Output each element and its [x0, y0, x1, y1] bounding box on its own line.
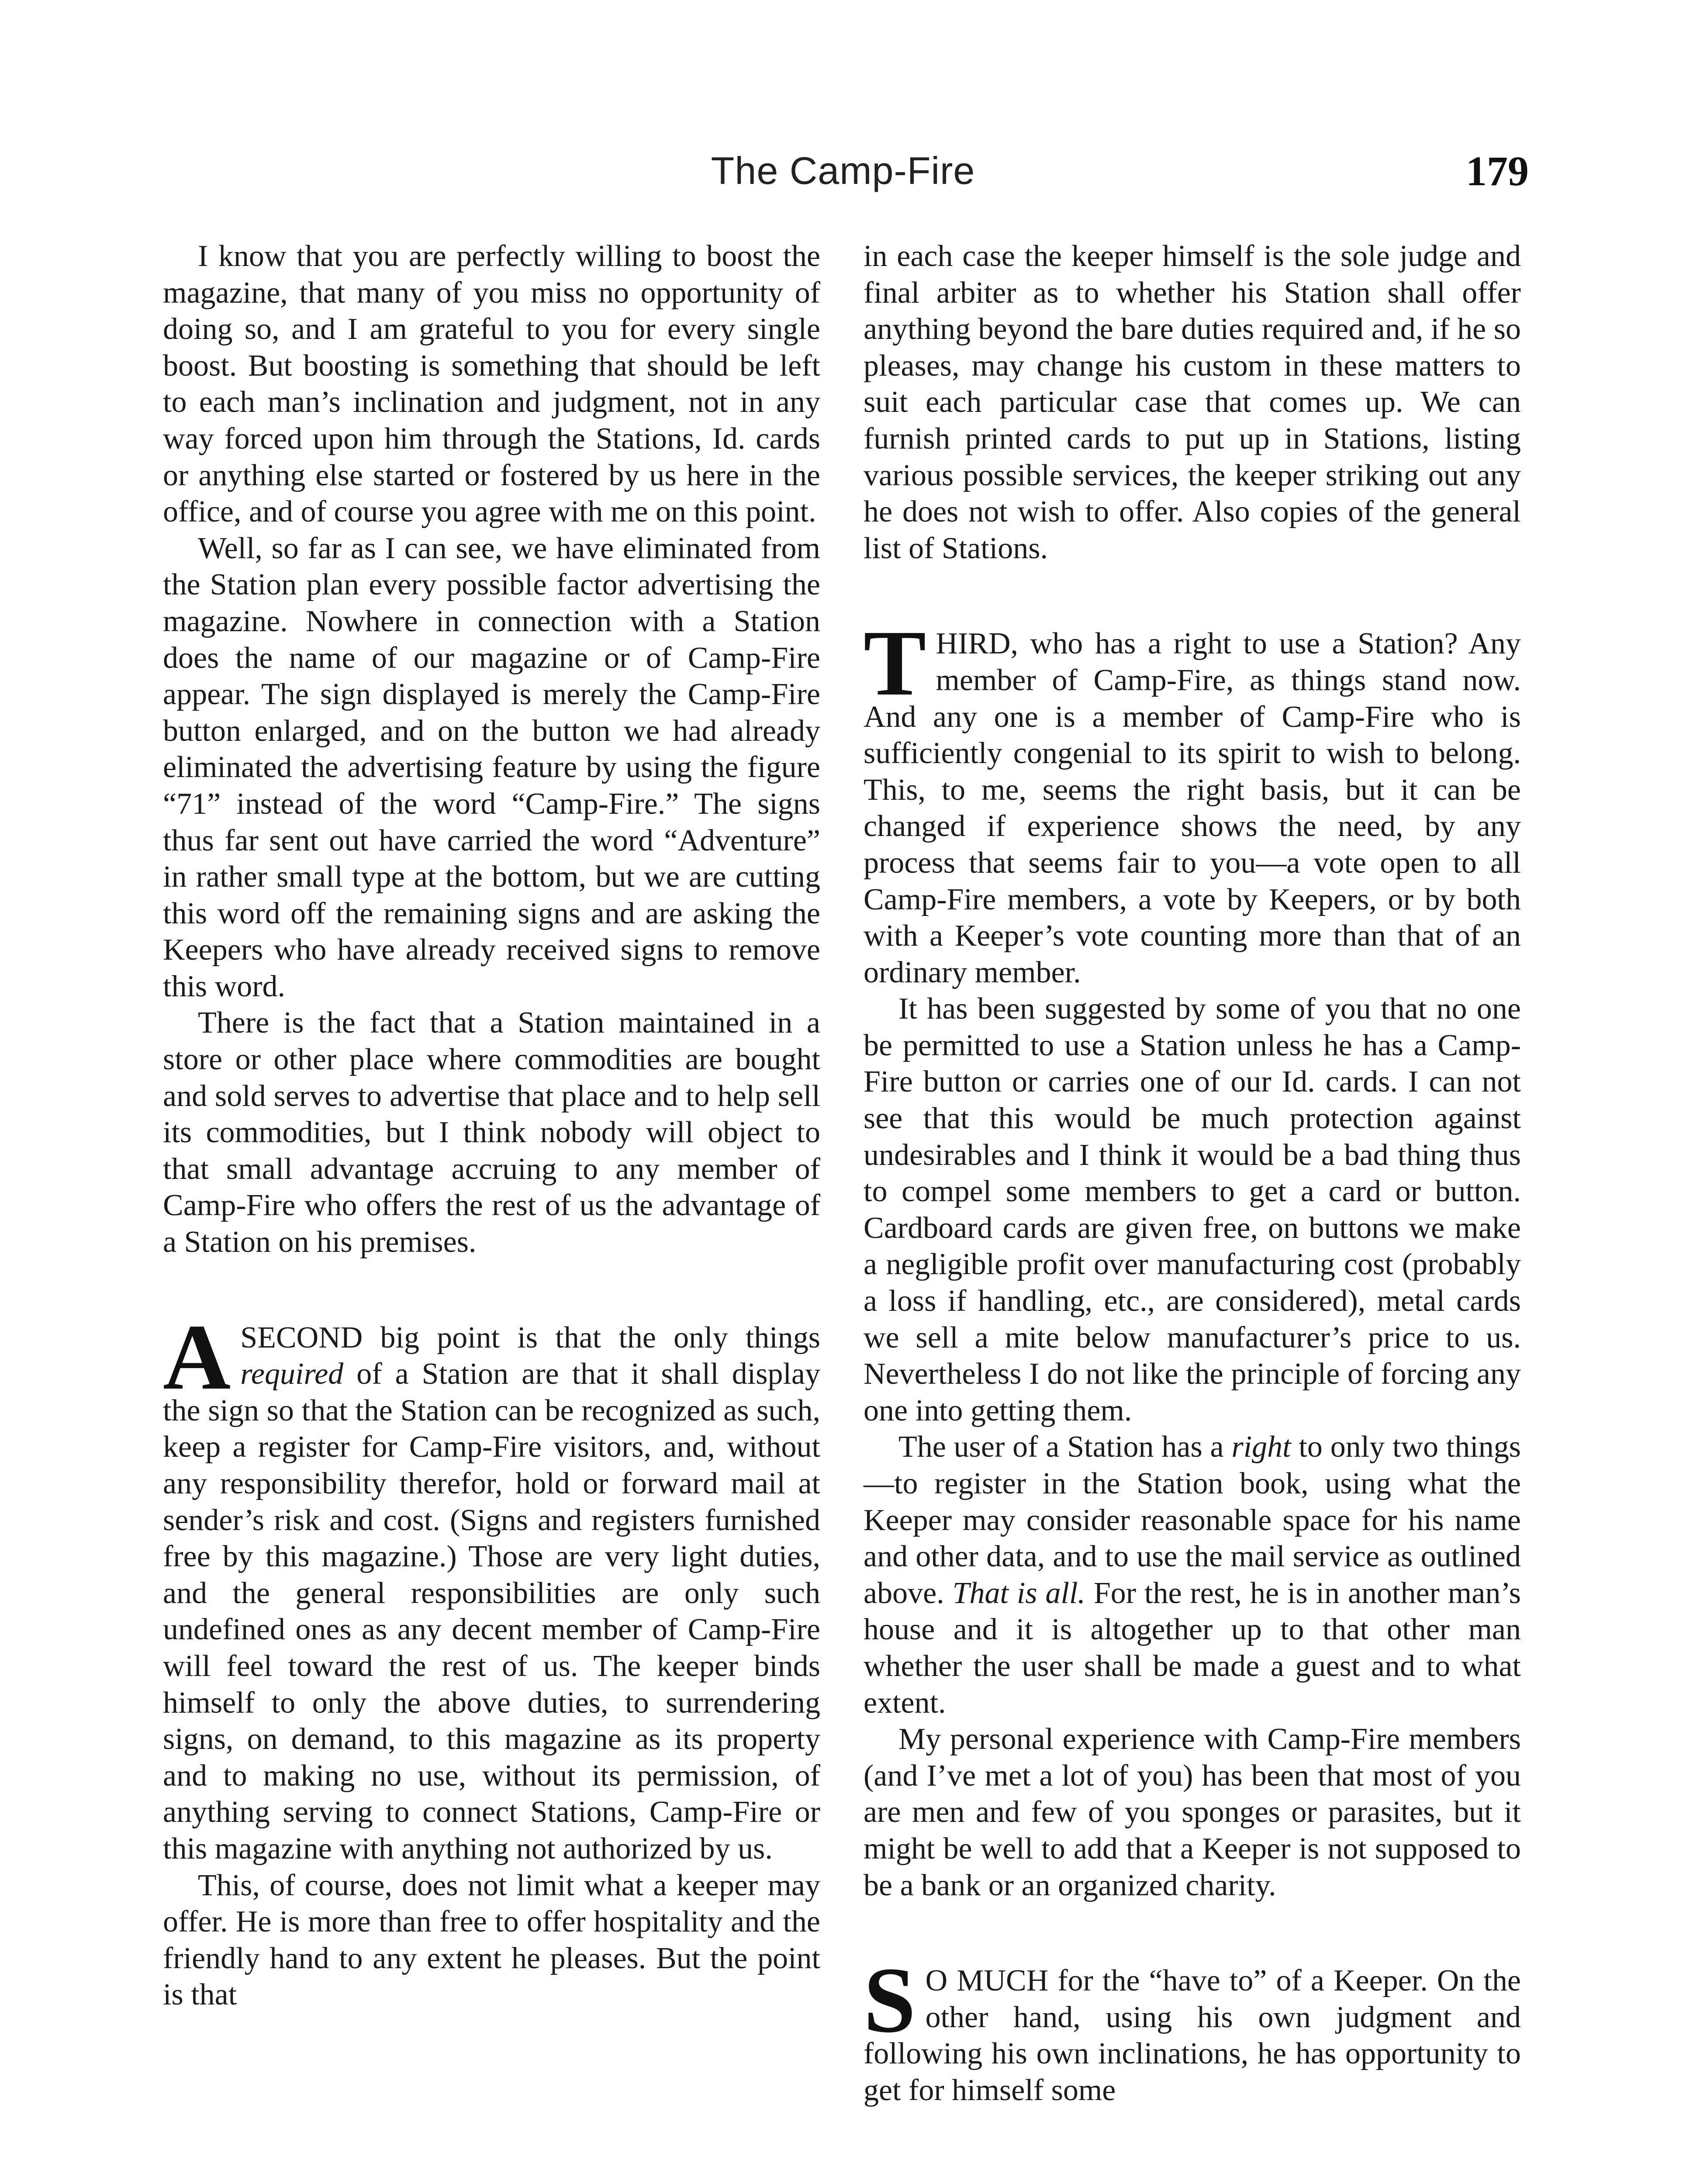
emphasis-text: That is all.: [952, 1576, 1085, 1610]
paragraph-text: to only two things—to register in the Station book, using what the Keeper may consider reasonable space for his name and other data, and to use the mail service as outlined above.: [864, 1430, 1521, 1610]
section-so-much: [864, 1948, 1521, 2108]
paragraph: My personal experience with Camp-Fire members (and I’ve met a lot of you) has been that most of you are men and few of you sponges or parasites, but it might be well to add that a Keeper is not supposed to be a bank or an organized charity.: [864, 1722, 1521, 1902]
paragraph: It has been suggested by some of you that no one be permitted to use a Station unless he has a Camp-Fire button or carries one of our Id. cards. I can not see that this would be much protection against undesirables and I think it would be a bad thing thus to compel some members to get a card or button. Cardboard cards are given free, on buttons we make a negligible profit over manufacturing cost (probably a loss if handling, etc., are considered), metal cards we sell a mite below manufacturer’s price to us. Nevertheless I do not like the principle of forcing any one into getting them.: [864, 992, 1521, 1427]
paragraph-text: For the rest, he is in another man’s house and it is altogether up to that other man whether the user shall be made a guest and to what extent.: [864, 1576, 1521, 1720]
paragraph: This, of course, does not limit what a keeper may offer. He is more than free to offer hospitality and the friendly hand to any extent he pleases. But the point is that: [163, 1868, 820, 2012]
drop-cap: T: [864, 611, 926, 715]
emphasis-text: right: [1231, 1430, 1291, 1464]
paragraph: [864, 1429, 1521, 1721]
page-number: 179: [1466, 148, 1529, 194]
paragraph: I know that you are perfectly willing to boost the magazine, that many of you miss no opportunity of doing so, and I am grateful to you for every single boost. But boosting is something that should be left to each man’s inclination and judgment, not in any way forced upon him through the Stations, Id. cards or anything else started or fostered by us here in the office, and of course you agree with me on this point.: [163, 239, 820, 529]
section-third-point: [864, 611, 1521, 991]
left-column: [163, 238, 820, 2013]
section-text: HIRD, who has a right to use a Station? Any member of Camp-Fire, as things stand now. And any one is a member of Camp-Fire who is sufficiently congenial to its spirit to wish to belong. This, to me, seems the right basis, but it can be changed if experience shows the need, by any process that seems fair to you—a vote open to all Camp-Fire members, a vote by Keepers, or by both with a Keeper’s vote counting more than that of an ordinary member.: [864, 627, 1521, 989]
section-text: of a Station are that it shall display the sign so that the Station can be recognized as such, keep a register for Camp-Fire visitors, and, without any responsibility therefor, hold or forward mail at sender’s risk and cost. (Signs and registers furnished free by this magazine.) Those are very light duties, and the general responsibilities are only such undefined ones as any decent member of Camp-Fire will feel toward the rest of us. The keeper binds himself to only the above duties, to surrendering signs, on demand, to this magazine as its property and to making no use, without its permission, of anything serving to connect Stations, Camp-Fire or this magazine with anything not authorized by us.: [163, 1357, 820, 1866]
running-title: The Camp-Fire: [711, 149, 975, 192]
paragraph: There is the fact that a Station maintained in a store or other place where commodities are bought and sold serves to advertise that place and to help sell its commodities, but I think nobody will object to that small advantage accruing to any member of Camp-Fire who offers the rest of us the advantage of a Station on his premises.: [163, 1006, 820, 1259]
drop-cap: S: [864, 1948, 916, 2053]
section-text: O MUCH for the “have to” of a Keeper. On the other hand, using his own judgment and following his own inclinations, he has opportunity to get for himself some: [864, 1964, 1521, 2107]
section-second-point: [163, 1304, 820, 1867]
drop-cap: A: [163, 1304, 231, 1409]
section-text: SECOND big point is that the only things: [240, 1320, 820, 1355]
right-column: [864, 238, 1521, 2109]
emphasis-text: required: [240, 1357, 344, 1391]
paragraph-text: The user of a Station has a: [898, 1430, 1232, 1464]
page-header: [0, 149, 1686, 210]
paragraph: in each case the keeper himself is the sole judge and final arbiter as to whether his Station shall offer anything beyond the bare duties required and, if he so pleases, may change his custom in these matters to suit each particular case that comes up. We can furnish printed cards to put up in Stations, listing various possible services, the keeper striking out any he does not wish to offer. Also copies of the general list of Stations.: [864, 239, 1521, 565]
paragraph: Well, so far as I can see, we have eliminated from the Station plan every possible factor advertising the magazine. Nowhere in connection with a Station does the name of our magazine or of Camp-Fire appear. The sign displayed is merely the Camp-Fire button enlarged, and on the button we had already eliminated the advertising feature by using the figure “71” instead of the word “Camp-Fire.” The signs thus far sent out have carried the word “Adventure” in rather small type at the bottom, but we are cutting this word off the remaining signs and are asking the Keepers who have already received signs to remove this word.: [163, 531, 820, 1003]
